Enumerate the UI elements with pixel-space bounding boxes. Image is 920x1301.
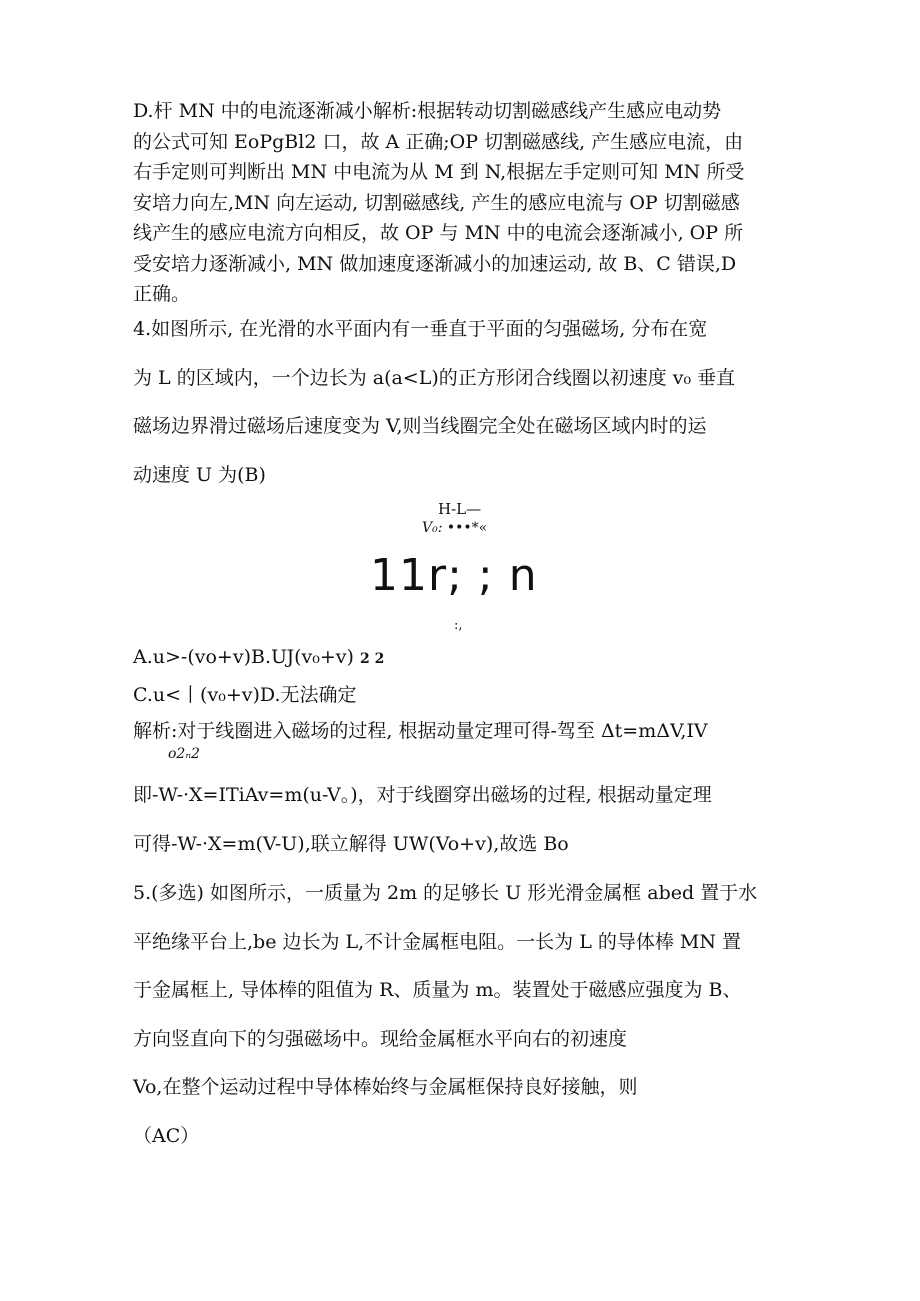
solution-4-line-1: 解析:对于线圈进入磁场的过程, 根据动量定理可得-驾至 Δt=mΔV,IV	[133, 720, 708, 742]
text-line: 磁场边界滑过磁场后速度变为 V,则当线圈完全处在磁场区域内时的运	[133, 415, 707, 437]
option-a-b-suffix: 2 2	[360, 651, 385, 667]
option-c-d: C.u<丨(v₀+v)D.无法确定	[133, 684, 357, 706]
text-line: 的公式可知 EoPgBl2 口，故 A 正确;OP 切割磁感线, 产生感应电流，由	[133, 130, 744, 153]
question-5-stem	[133, 869, 793, 1160]
solution-4-line-3: 可得-W-·X=m(V-U),联立解得 UW(Vo+v),故选 Bo	[133, 833, 569, 855]
question-4-figure	[360, 498, 580, 648]
text-line: （AC）	[133, 1124, 200, 1147]
text-line: Vo,在整个运动过程中导体棒始终与金属框保持良好接触，则	[133, 1076, 638, 1098]
figure-label-velocity	[422, 520, 487, 536]
text-line: D.杆 MN 中的电流逐渐减小解析:根据转动切割磁感线产生感应电动势	[133, 100, 722, 122]
text-line: 正确。	[133, 283, 191, 305]
solution-4-formula-note: o2ₙ2	[168, 746, 200, 762]
text-line: 线产生的感应电流方向相反，故 OP 与 MN 中的电流会逐渐减小, OP 所	[133, 222, 744, 244]
text-line: 平绝缘平台上,be 边长为 L,不计金属框电阻。一长为 L 的导体棒 MN 置	[133, 930, 742, 953]
text-line: 受安培力逐渐减小, MN 做加速度逐渐减小的加速运动, 故 B、C 错误,D	[133, 252, 737, 275]
option-a-b-text: A.u>-(vo+v)B.UJ(v₀+v)	[133, 646, 354, 668]
text-line: 为 L 的区域内，一个边长为 a(a<L)的正方形闭合线圈以初速度 v₀ 垂直	[133, 366, 736, 389]
text-line: 动速度 U 为(B)	[133, 463, 266, 486]
text-line: 于金属框上, 导体棒的阻值为 R、质量为 m。装置处于磁感应强度为 B、	[133, 979, 742, 1001]
v0-label: V₀:	[422, 520, 443, 536]
text-line: 4.如图所示, 在光滑的水平面内有一垂直于平面的匀强磁场, 分布在宽	[133, 318, 708, 340]
figure-dots: •••*«	[446, 520, 488, 536]
explanation-paragraph	[133, 96, 793, 310]
figure-label-width: H-L—	[438, 500, 482, 518]
figure-bottom-mark: :,	[454, 618, 463, 633]
text-line: 5.(多选) 如图所示，一质量为 2m 的足够长 U 形光滑金属框 abed 置于水	[133, 882, 758, 904]
figure-garbled-text: 11r; ; n	[370, 550, 538, 601]
solution-4-line-2: 即-W-·X=ITiAv=m(u-V。)，对于线圈穿出磁场的过程, 根据动量定理	[133, 784, 712, 806]
question-4-stem	[133, 305, 793, 499]
text-line: 方向竖直向下的匀强磁场中。现给金属框水平向右的初速度	[133, 1027, 628, 1050]
text-line: 安培力向左,MN 向左运动, 切割磁感线, 产生的感应电流与 OP 切割磁感	[133, 191, 740, 214]
option-a-b	[133, 646, 384, 668]
text-line: 右手定则可判断出 MN 中电流为从 M 到 N,根据左手定则可知 MN 所受	[133, 161, 745, 183]
